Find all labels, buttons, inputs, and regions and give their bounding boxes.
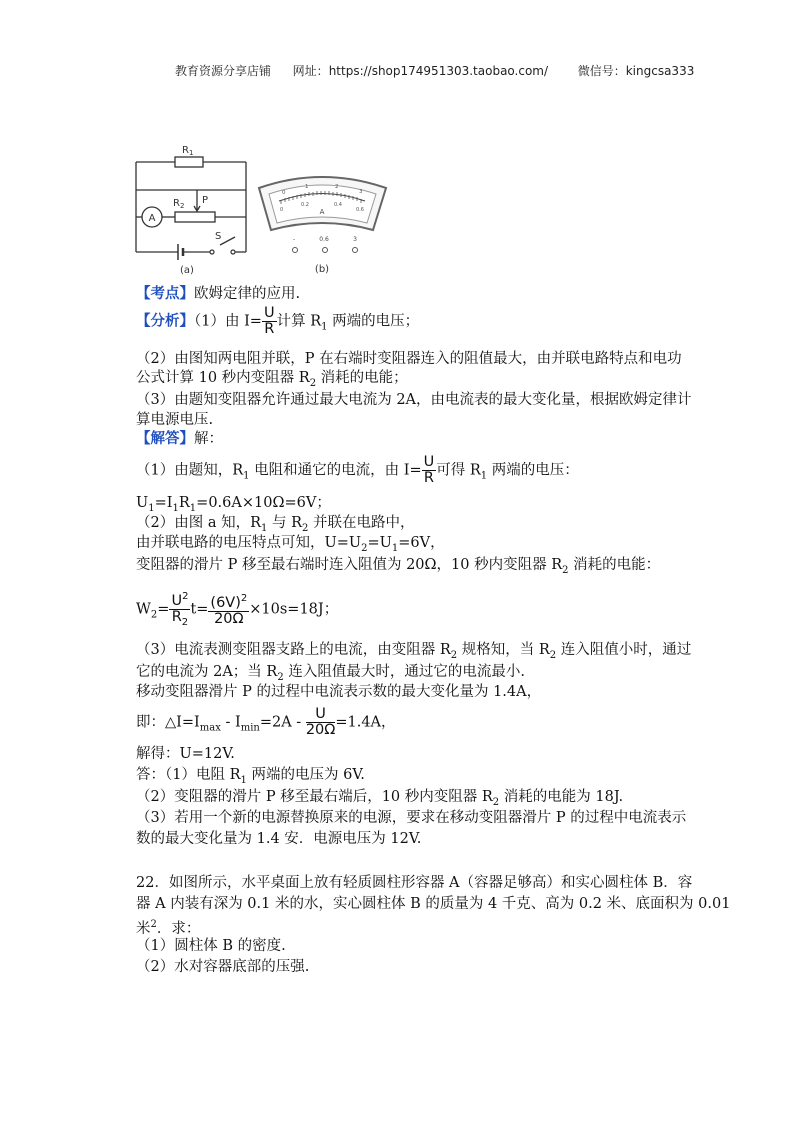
fraction-u-20ohm: $\frac{U}{20\Omega}$ [305,706,336,738]
kaodian-text: 欧姆定律的应用. [194,286,301,302]
fraction-u-r: $\frac{U}{R}$ [263,305,275,337]
fenxi-text: 两端的电压； [327,313,420,330]
dial-top-scale: 0 1 2 3 [282,184,363,196]
fenxi-line-1: 【分析】（1）由 I= $\frac{U}{R}$ 计算 $R_1$ 两端的电压； [136,305,420,337]
shop-name: 教育资源分享店铺 [175,64,272,78]
terminal-labels: - 0.6 3 [292,236,357,243]
equation-delta-i: 即：$\triangle I=I_{max} - I_{min}=2A$ - $\frac{U}{20\Omega}$ =1.4A， [136,706,396,738]
dial-bottom-scale: 0 0.2 0.4 0.6 [280,202,364,213]
kaodian-line [136,285,300,303]
jieda-tag: 【解答】 [136,430,194,447]
fenxi-line-5: 算电源电压. [136,412,214,428]
jieda-line-8: 解得：U=12V. [136,746,235,762]
answer-line-4: 数的最大变化量为 1.4 安．电源电压为 12V. [136,831,422,847]
figure-a-caption: (a) [180,265,194,276]
wechat-id: kingcsa333 [625,64,695,78]
q22-line-2: 器 A 内装有深为 0.1 米的水，实心圆柱体 B 的质量为 4 千克、高为 0.2 米、底面积为 0.01 [136,896,731,912]
r2-label: $R_2$ [173,198,185,210]
ammeter-label: A [148,213,156,224]
answer-line-1: 答：（1）电阻 $R_1$ 两端的电压为 6V. [136,767,365,786]
jieda-after: 解： [194,431,223,447]
fraction-u2-r2: $\frac{U^2}{R_2}$ [171,591,189,628]
q22-line-5: （2）水对容器底部的压强. [136,959,310,975]
fenxi-line-3: 公式计算 10 秒内变阻器 $R_2$ 消耗的电能； [136,370,408,389]
terminal-06 [323,248,328,253]
fraction-u-r: $\frac{U}{R}$ [423,454,435,486]
jieda-line-1: （1）由题知，$R_1$ 电阻和通它的电流，由 I= $\frac{U}{R}$ 可得 $R_1$ 两端的电压： [136,454,579,486]
jieda-line-3: 由并联电路的电压特点可知，$U=U_2=U_1=6V$， [136,535,445,554]
fenxi-tag: 【分析】 [136,312,194,330]
kaodian-tag: 【考点】 [136,285,194,302]
terminal-minus [293,248,298,253]
answer-line-3: （3）若用一个新的电源替换原来的电源，要求在移动变阻器滑片 P 的过程中电流表示 [136,810,687,826]
jieda-line-2: （2）由图 a 知，$R_1$ 与 $R_2$ 并联在电路中， [136,515,415,534]
slider-p-label: P [202,195,209,206]
jieda-line-4: 变阻器的滑片 P 移至最右端时连入阻值为 20Ω，10 秒内变阻器 $R_2$ 消耗的电能： [136,557,661,576]
circuit-diagram [125,140,260,280]
figure-b-caption: (b) [314,264,330,275]
q22-line-4: （1）圆柱体 B 的密度. [136,938,286,954]
fraction-6v-20ohm: $\frac{(6V)^2}{20\Omega}$ [210,593,248,628]
dial-unit: A [319,208,325,216]
wechat-label: 微信号： [577,64,626,78]
jieda-line-7: 移动变阻器滑片 P 的过程中电流表示数的最大变化量为 1.4A， [136,684,542,700]
fenxi-text: 计算 R [276,313,322,330]
site-url: https://shop174951303.taobao.com/ [328,64,549,78]
switch-label: S [215,231,222,242]
jieda-tag-line [136,430,223,448]
site-label: 网址： [292,64,329,78]
jieda-line-5: （3）电流表测变阻器支路上的电流，由变阻器 $R_2$ 规格知，当 $R_2$ 连入阻值小时，通过 [136,642,692,661]
jieda-line-6: 它的电流为 2A；当 $R_2$ 连入阻值最大时，通过它的电流最小. [136,664,525,683]
answer-line-2: （2）变阻器的滑片 P 移至最右端后，10 秒内变阻器 $R_2$ 消耗的电能为 18J. [136,789,624,808]
equation-w2: $W_2=$ $\frac{U^2}{R_2}$ t= $\frac{(6V)^2}{20\Omega}$ ×10s=18J； [136,591,339,628]
fenxi-line-4: （3）由题知变阻器允许通过最大电流为 2A，由电流表的最大变化量，根据欧姆定律计 [136,392,692,408]
terminal-3 [353,248,358,253]
fenxi-line-2: （2）由图知两电阻并联，P 在右端时变阻器连入的阻值最大，由并联电路特点和电功 [136,351,682,367]
equation-u1: $U_1=I_1R_1=0.6A\times 10\Omega=6V$； [136,495,331,514]
q22-line-3: 米$^2$．求： [136,919,201,937]
page-header [175,62,694,79]
r1-label: $R_1$ [182,145,194,157]
fenxi-text: （1）由 I= [194,313,262,330]
ammeter-dial [255,168,390,280]
q22-line-1: 22．如图所示，水平桌面上放有轻质圆柱形容器 A（容器足够高）和实心圆柱体 B．容 [136,875,693,891]
